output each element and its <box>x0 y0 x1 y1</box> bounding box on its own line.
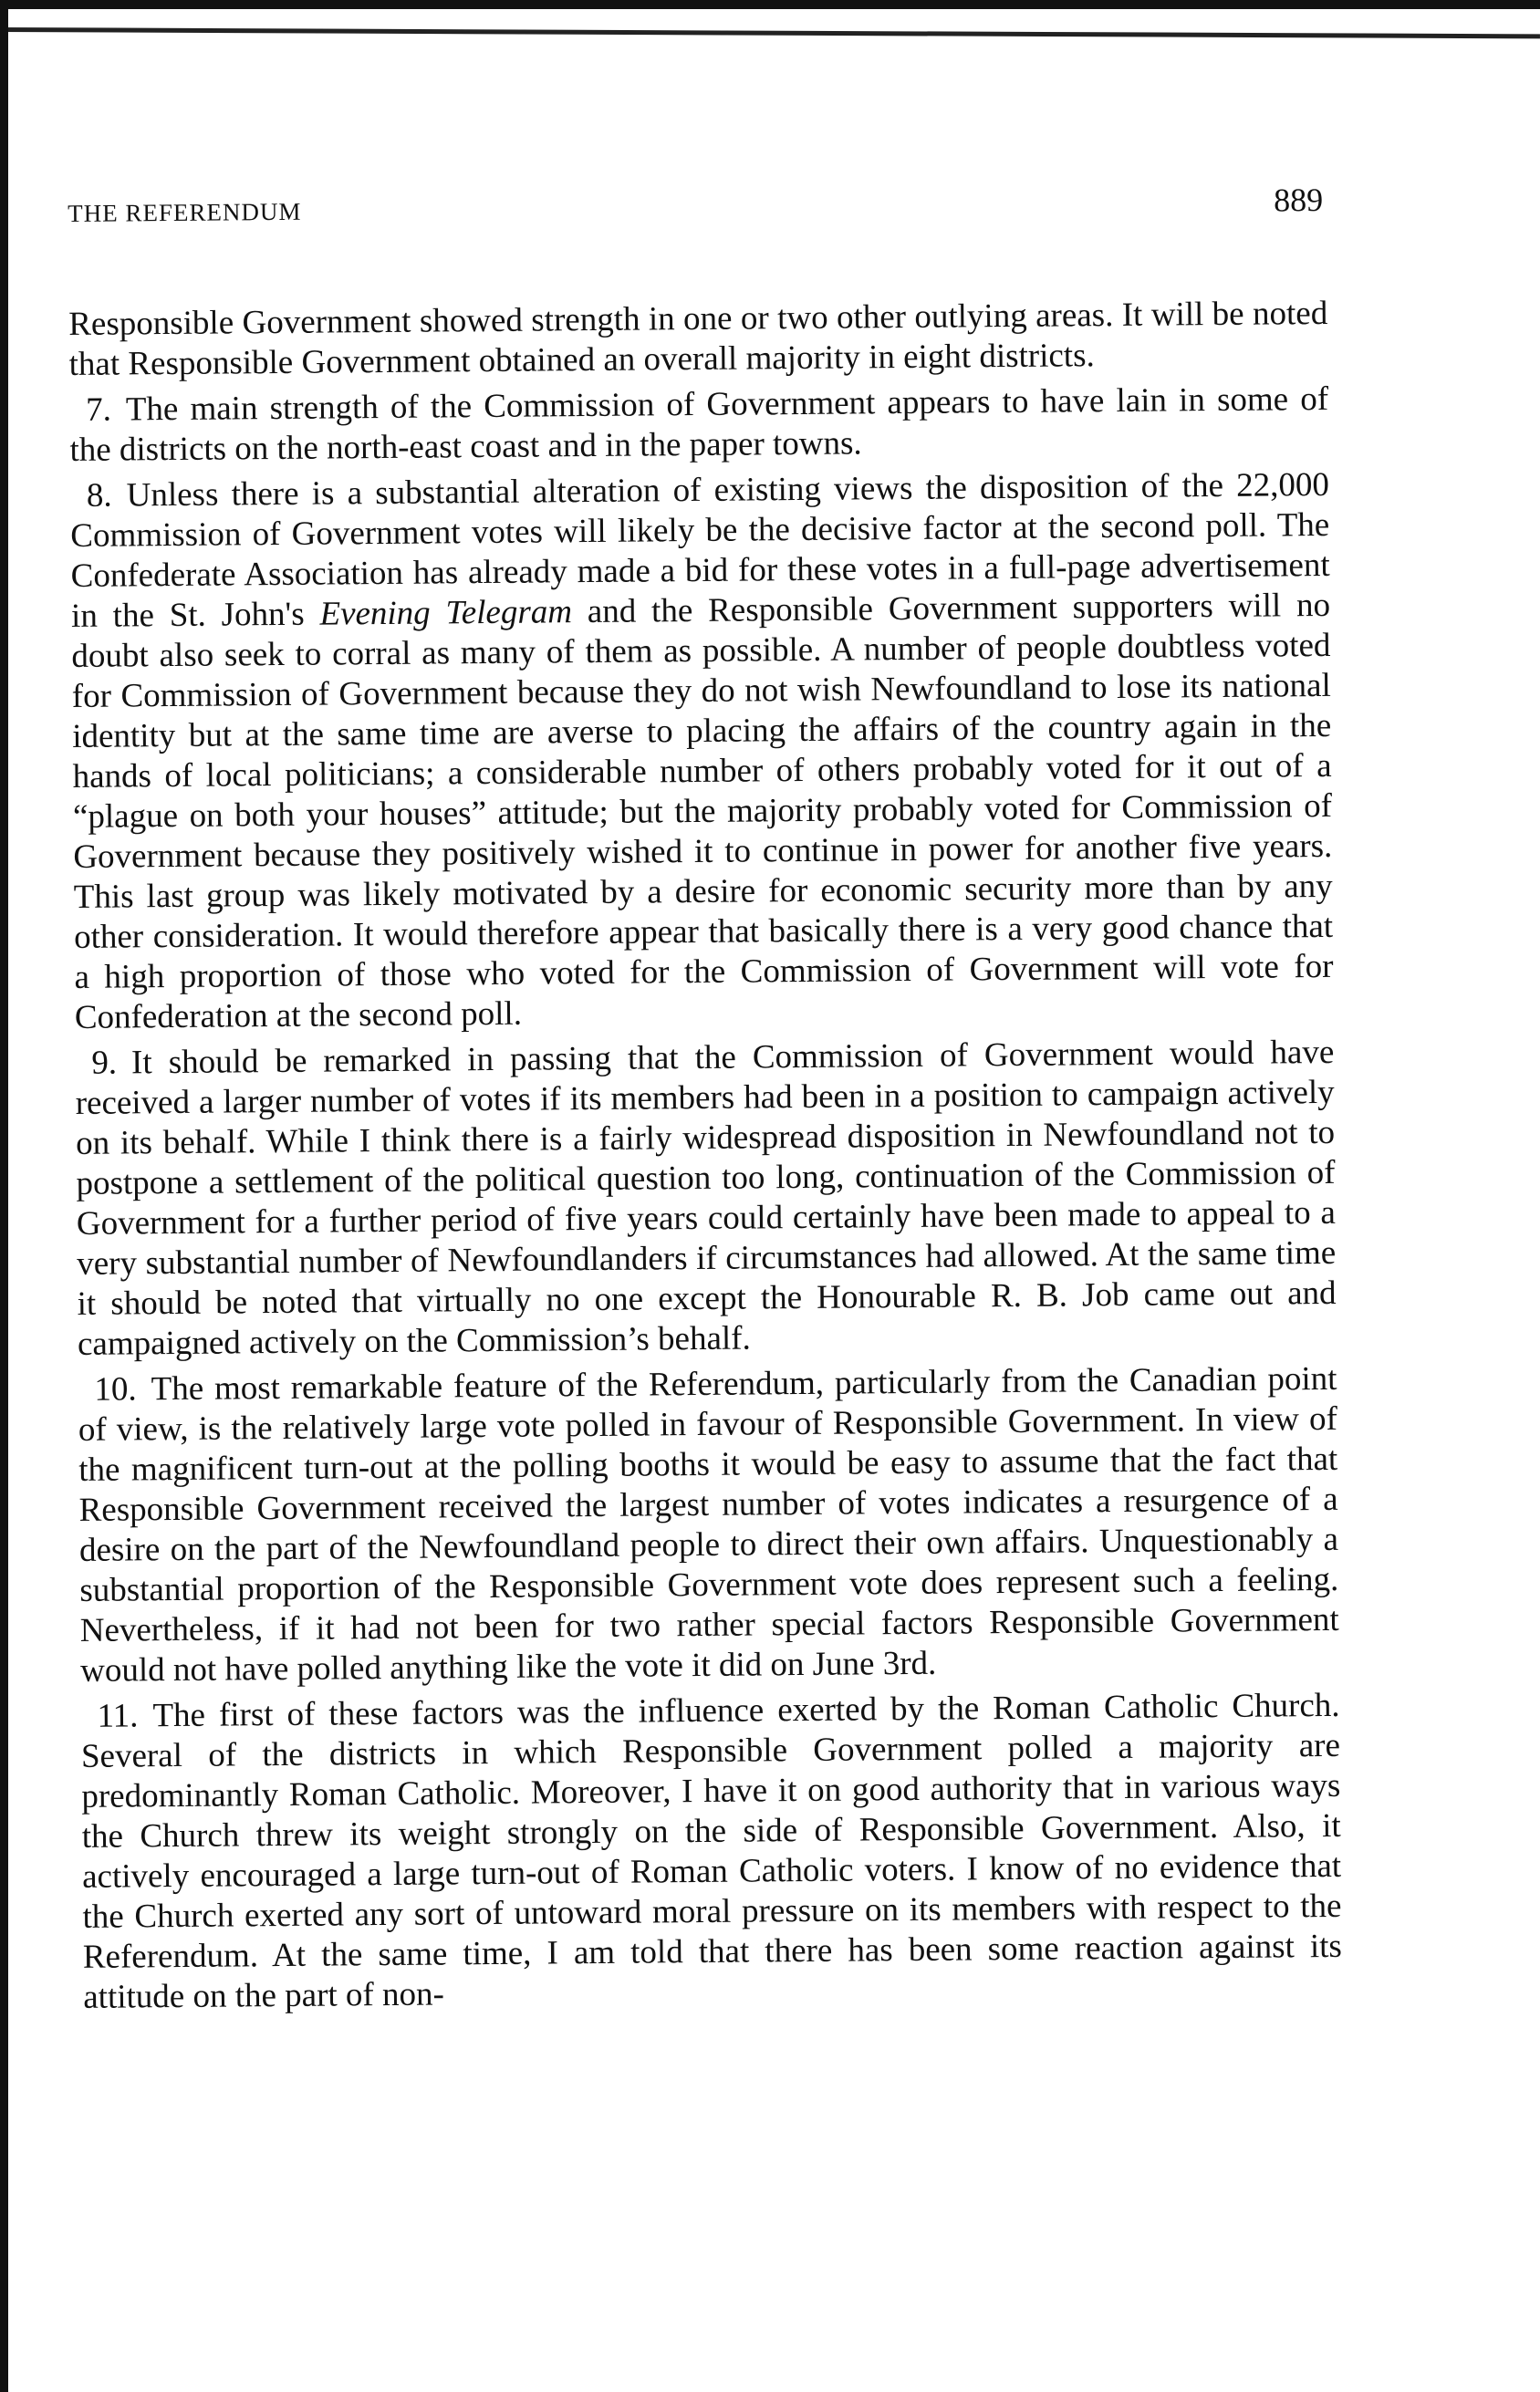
paragraph-text: It should be remarked in passing that the Commission of Government would have received a larger number of votes if its members had been in a position to campaign actively on its behalf. While I think there is a fairly widespread disposition in Newfoundland not to postpone a settlement of the political question too long, continuation of the Commission of Government for a further period of five years could certainly have been made to appeal to a very substantial number of Newfoundlanders if circumstances had allowed. At the same time it should be noted that virtually no one except the Honourable R. B. Job came out and campaigned actively on the Commission’s behalf. <box>75 1033 1337 1363</box>
paragraph-text: Unless there is a substantial alteration of existing views the disposition of the 22,000 Commission of Government votes will likely be the decisive factor at the second poll. The Confederate Association has already made a bid for these votes in a full-page advertisement in the St. John's <box>70 465 1330 635</box>
paragraph-text: Responsible Government showed strength in one or two other outlying areas. It will be noted that Responsible Government obtained an overall majority in eight districts. <box>68 294 1328 383</box>
scan-page-edge-line <box>0 27 1540 38</box>
paragraph-number: 8. <box>86 476 112 515</box>
paragraph-continuation <box>68 294 1328 385</box>
running-head <box>68 181 1327 246</box>
paragraph-number: 11. <box>97 1697 139 1735</box>
newspaper-title: Evening Telegram <box>319 593 573 633</box>
document-page <box>68 181 1342 2023</box>
paragraph-9 <box>75 1033 1337 1365</box>
paragraph-8 <box>70 465 1334 1038</box>
scan-top-border <box>0 0 1540 9</box>
paragraph-text: The most remarkable feature of the Referendum, particularly from the Canadian point of view, is the relatively large vote polled in favour of Responsible Government. In view of the magnificent turn-out at the polling booths it would be easy to assume that the fact that Responsible Government received the largest number of votes indicates a resurgence of a desire on the part of the Newfoundland people to direct their own affairs. Unquestionably a substantial proportion of the Responsible Government vote does represent such a feeling. Nevertheless, if it had not been for two rather special factors Responsible Government would not have polled anything like the vote it did on June 3rd. <box>78 1359 1339 1690</box>
paragraph-text: The main strength of the Commission of Government appears to have lain in some of the districts on the north-east coast and in the paper towns. <box>69 380 1329 469</box>
paragraph-7 <box>69 380 1329 471</box>
paragraph-10 <box>78 1359 1339 1691</box>
paragraph-number: 10. <box>94 1370 137 1409</box>
scan-left-border <box>0 0 8 2392</box>
body-text <box>68 294 1342 2018</box>
paragraph-text: The first of these factors was the influence exerted by the Roman Catholic Church. Several of the districts in which Responsible Government polled a majority are predominantly Roman Catholic. Moreover, I have it on good authority that in various ways the Church threw its weight strongly on the side of Responsible Government. Also, it actively encouraged a large turn-out of Roman Catholic voters. I know of no evidence that the Church exerted any sort of untoward moral pressure on its members with respect to the Referendum. At the same time, I am told that there has been some reaction against its attitude on the part of non- <box>80 1686 1343 2016</box>
section-title: THE REFERENDUM <box>68 197 302 227</box>
paragraph-number: 9. <box>91 1044 118 1082</box>
paragraph-11 <box>80 1686 1342 2018</box>
paragraph-number: 7. <box>85 390 112 429</box>
paragraph-text-continued: and the Responsible Government supporters will no doubt also seek to corral as many of them as possible. A number of people doubtless voted for Commission of Government because they do not wish Newfoundland to lose its national identity but at the same time are averse to placing the affairs of the country again in the hands of local politicians; a considerable number of others probably voted for it out of a “plague on both your houses” attitude; but the majority probably voted for Commission of Government because they positively wished it to continue in power for another five years. This last group was likely motivated by a desire for economic security more than by any other consideration. It would therefore appear that basically there is a very good chance that a high proportion of those who voted for the Commission of Government will vote for Confederation at the second poll. <box>71 586 1334 1036</box>
page-number: 889 <box>1273 181 1324 219</box>
